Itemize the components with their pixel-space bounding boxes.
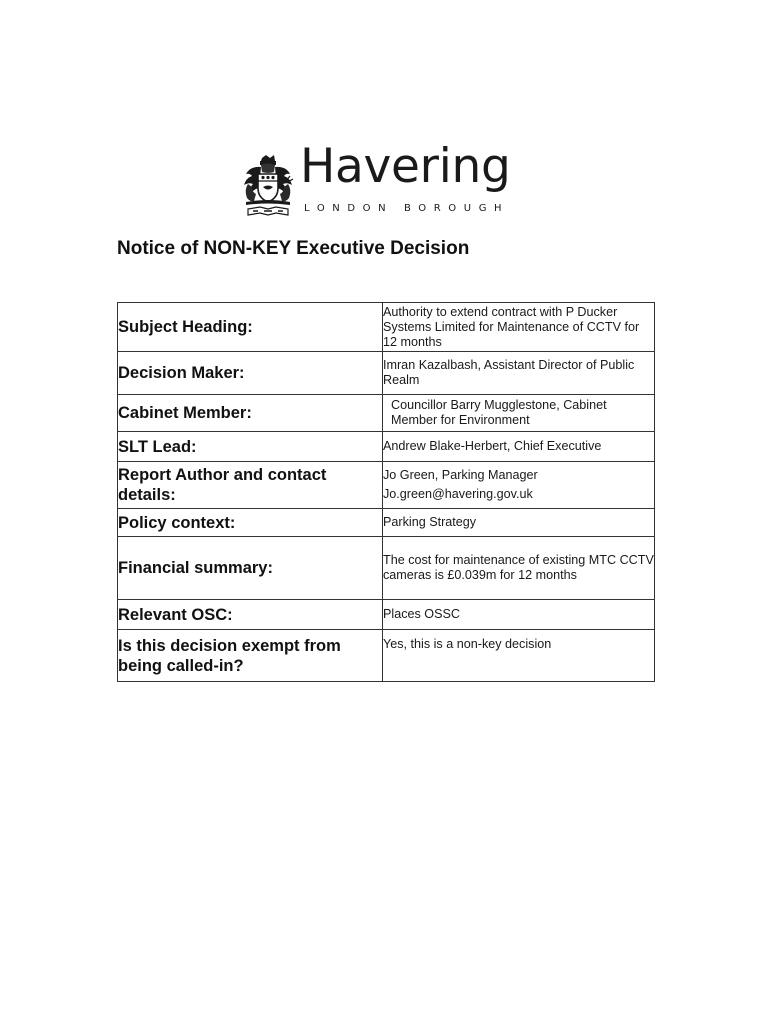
row-value: Authority to extend contract with P Ducker Systems Limited for Maintenance of CCTV for 12 months bbox=[383, 303, 655, 352]
row-value: Places OSSC bbox=[383, 600, 655, 630]
row-label: Report Author and contact details: bbox=[118, 462, 383, 509]
coat-of-arms-icon bbox=[240, 154, 296, 218]
table-row bbox=[118, 600, 655, 630]
logo-wordmark: Havering bbox=[300, 139, 511, 194]
row-label: Cabinet Member: bbox=[118, 395, 383, 432]
table-row bbox=[118, 462, 655, 509]
row-label: Subject Heading: bbox=[118, 303, 383, 352]
table-row bbox=[118, 432, 655, 462]
table-row bbox=[118, 537, 655, 600]
row-label: Relevant OSC: bbox=[118, 600, 383, 630]
author-email-value: Jo.green@havering.gov.uk bbox=[383, 487, 533, 501]
row-label: Financial summary: bbox=[118, 537, 383, 600]
author-name-value: Jo Green, Parking Manager bbox=[383, 468, 538, 482]
havering-logo bbox=[240, 139, 530, 222]
document-title: Notice of NON-KEY Executive Decision bbox=[117, 238, 470, 259]
row-value: Andrew Blake-Herbert, Chief Executive bbox=[383, 432, 655, 462]
row-value: Imran Kazalbash, Assistant Director of Public Realm bbox=[383, 352, 655, 395]
table-row bbox=[118, 352, 655, 395]
row-value: Yes, this is a non-key decision bbox=[383, 630, 655, 682]
row-label: Decision Maker: bbox=[118, 352, 383, 395]
row-value: The cost for maintenance of existing MTC CCTV cameras is £0.039m for 12 months bbox=[383, 537, 655, 600]
table-row bbox=[118, 509, 655, 537]
table-row bbox=[118, 395, 655, 432]
row-value: Councillor Barry Mugglestone, Cabinet Member for Environment bbox=[391, 398, 607, 427]
row-label: SLT Lead: bbox=[118, 432, 383, 462]
row-value: Parking Strategy bbox=[383, 509, 655, 537]
decision-details-table bbox=[117, 302, 655, 682]
row-label: Policy context: bbox=[118, 509, 383, 537]
logo-subtitle: LONDON BOROUGH bbox=[304, 203, 510, 214]
row-label: Is this decision exempt from being called-in? bbox=[118, 630, 383, 682]
table-row bbox=[118, 630, 655, 682]
table-row bbox=[118, 303, 655, 352]
